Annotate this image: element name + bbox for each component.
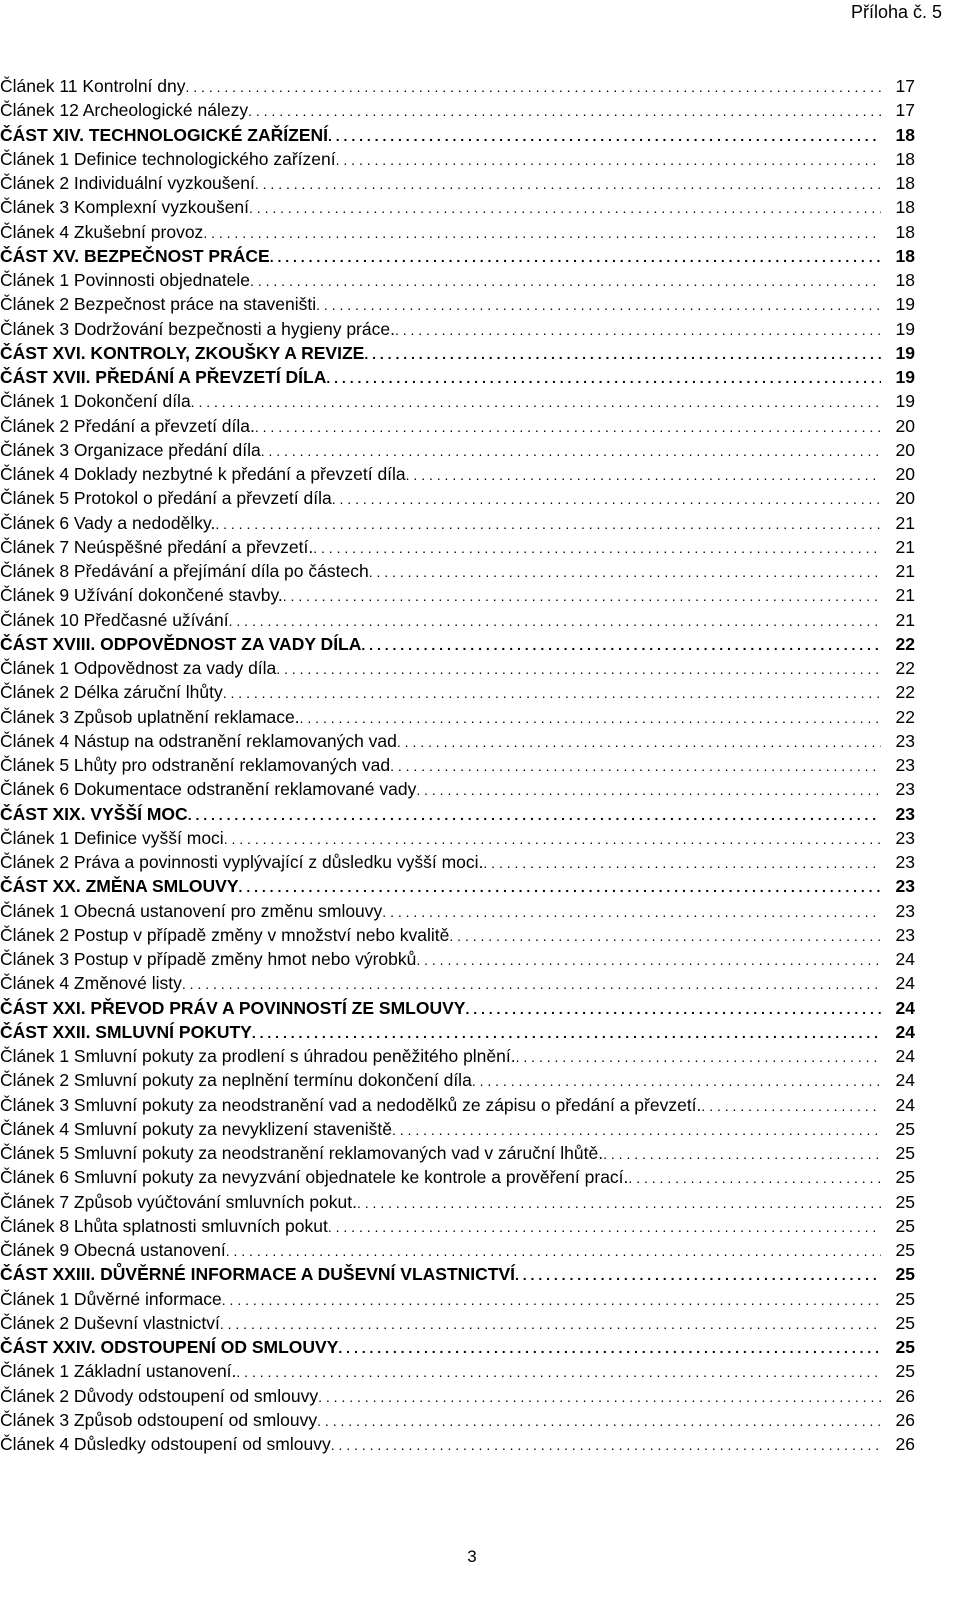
toc-entry-title: Článek 11 Kontrolní dny [0,76,186,96]
toc-dot-leader [701,1094,881,1117]
toc-article-entry[interactable] [0,462,915,486]
toc-part-entry[interactable] [0,244,915,268]
toc-entry-page: 21 [895,561,915,581]
toc-entry-page: 24 [895,1094,915,1115]
toc-article-entry[interactable] [0,486,915,510]
toc-entry-page: 18 [895,270,915,290]
toc-article-entry[interactable] [0,680,915,704]
toc-part-entry[interactable] [0,341,915,365]
toc-dot-leader [472,1069,881,1092]
toc-entry-title: Článek 3 Dodržování bezpečnosti a hygieny práce. [0,318,395,339]
toc-dot-leader [364,342,881,365]
toc-dot-leader [336,148,881,171]
toc-entry-title: Článek 4 Důsledky odstoupení od smlouvy [0,1434,331,1454]
toc-article-entry[interactable] [0,1359,915,1383]
toc-entry-page: 25 [895,1312,915,1333]
toc-entry-page: 18 [895,221,915,242]
toc-entry-page: 25 [895,1167,915,1188]
toc-entry-page: 23 [895,730,915,751]
toc-part-entry[interactable] [0,365,915,389]
toc-entry-title: Článek 7 Způsob vyúčtování smluvních pokut. [0,1191,357,1212]
toc-entry-title: Článek 3 Smluvní pokuty za neodstranění vad a nedodělků ze zápisu o předání a převzetí. [0,1094,702,1115]
toc-entry-page: 26 [895,1409,915,1430]
toc-article-entry[interactable] [0,656,915,680]
toc-entry-page: 24 [895,1021,915,1042]
toc-dot-leader [191,390,881,413]
toc-entry-page: 17 [895,76,915,96]
annex-label: Příloha č. 5 [850,2,942,22]
toc-dot-leader [416,948,881,971]
toc-dot-leader [276,657,881,680]
toc-entry-title: ČÁST XX. ZMĚNA SMLOUVY [0,876,239,897]
toc-entry-title: Článek 12 Archeologické nálezy [0,100,249,121]
toc-article-entry[interactable] [0,98,915,122]
toc-dot-leader [449,924,881,947]
toc-entry-title: Článek 5 Smluvní pokuty za neodstranění reklamovaných vad v záruční lhůtě. [0,1143,604,1163]
toc-entry-page: 20 [895,488,915,509]
toc-article-entry[interactable] [0,1287,915,1311]
toc-dot-leader [203,221,881,244]
toc-entry-page: 21 [895,609,915,630]
toc-article-entry[interactable] [0,705,915,729]
toc-entry-title: Článek 6 Dokumentace odstranění reklamované vady [0,779,417,800]
toc-part-entry[interactable] [0,1020,915,1044]
toc-entry-page: 23 [895,924,915,945]
page-number: 3 [467,1547,477,1566]
toc-entry-page: 25 [895,1143,915,1163]
table-of-contents [0,74,915,1456]
toc-article-entry[interactable] [0,753,915,777]
toc-entry-title: Článek 4 Doklady nezbytné k předání a převzetí díla [0,464,406,484]
toc-entry-page: 22 [895,658,915,678]
toc-dot-leader [236,1360,881,1383]
toc-dot-leader [224,827,881,850]
toc-dot-leader [416,778,881,801]
toc-dot-leader [332,487,881,510]
toc-part-entry[interactable] [0,802,915,826]
toc-article-entry[interactable] [0,1238,915,1262]
toc-entry-page: 19 [895,391,915,412]
toc-dot-leader [239,875,881,898]
toc-entry-page: 26 [895,1385,915,1406]
toc-entry-title: Článek 2 Důvody odstoupení od smlouvy [0,1385,319,1406]
toc-entry-page: 24 [895,1070,915,1091]
toc-entry-page: 25 [895,1264,915,1285]
toc-article-entry[interactable] [0,923,915,947]
toc-dot-leader [316,293,881,316]
toc-entry-page: 26 [895,1434,915,1454]
toc-article-entry[interactable] [0,438,915,462]
toc-dot-leader [226,1239,881,1262]
toc-article-entry[interactable] [0,1068,915,1092]
toc-article-entry[interactable] [0,268,915,292]
toc-dot-leader [397,730,881,753]
toc-entry-page: 23 [895,827,915,848]
toc-entry-title: Článek 3 Postup v případě změny hmot nebo výrobků [0,949,417,969]
toc-entry-page: 24 [895,973,915,994]
toc-entry-title: Článek 4 Smluvní pokuty za nevyklizení staveniště [0,1118,392,1139]
toc-entry-page: 17 [895,100,915,121]
toc-part-entry[interactable] [0,996,915,1020]
toc-entry-page: 18 [895,197,915,218]
toc-entry-page: 19 [895,294,915,315]
toc-entry-title: Článek 2 Duševní vlastnictví [0,1312,220,1333]
toc-dot-leader [516,1045,881,1068]
toc-entry-title: Článek 1 Základní ustanovení. [0,1361,237,1382]
toc-entry-page: 21 [895,585,915,606]
toc-entry-title: Článek 6 Smluvní pokuty za nevyzvání objednatele ke kontrole a prověření prací. [0,1167,629,1188]
toc-entry-page: 20 [895,415,915,436]
toc-article-entry[interactable] [0,171,915,195]
toc-article-entry[interactable] [0,608,915,632]
toc-entry-title: ČÁST XXI. PŘEVOD PRÁV A POVINNOSTÍ ZE SMLOUVY [0,997,466,1018]
toc-dot-leader [369,560,881,583]
toc-entry-title: Článek 9 Užívání dokončené stavby. [0,585,283,606]
toc-dot-leader [338,1336,881,1359]
toc-entry-page: 19 [895,367,915,387]
toc-dot-leader [252,1021,881,1044]
toc-dot-leader [270,245,881,268]
toc-entry-title: Článek 1 Dokončení díla [0,391,191,412]
toc-article-entry[interactable] [0,1311,915,1335]
toc-article-entry[interactable] [0,292,915,316]
toc-entry-title: ČÁST XVII. PŘEDÁNÍ A PŘEVZETÍ DÍLA [0,367,327,387]
toc-article-entry[interactable] [0,947,915,971]
toc-entry-page: 19 [895,342,915,363]
toc-entry-title: Článek 1 Definice vyšší moci [0,827,224,848]
toc-entry-title: ČÁST XXII. SMLUVNÍ POKUTY [0,1021,252,1042]
toc-part-entry[interactable] [0,632,915,656]
toc-entry-title: Článek 1 Odpovědnost za vady díla [0,658,277,678]
toc-dot-leader [222,1288,881,1311]
toc-article-entry[interactable] [0,826,915,850]
toc-entry-title: Článek 4 Změnové listy [0,973,182,994]
toc-entry-title: Článek 4 Zkušební provoz [0,221,204,242]
toc-article-entry[interactable] [0,729,915,753]
toc-article-entry[interactable] [0,1141,915,1165]
toc-dot-leader [317,1409,881,1432]
toc-dot-leader [186,75,882,98]
toc-entry-title: Článek 1 Obecná ustanovení pro změnu smlouvy [0,900,383,921]
toc-entry-title: Článek 10 Předčasné užívání [0,609,229,630]
toc-entry-page: 23 [895,852,915,872]
toc-entry-page: 23 [895,803,915,824]
toc-entry-title: Článek 1 Povinnosti objednatele [0,270,251,290]
toc-entry-page: 21 [895,536,915,557]
toc-entry-title: ČÁST XVIII. ODPOVĚDNOST ZA VADY DÍLA [0,633,362,654]
toc-dot-leader [229,609,881,632]
toc-entry-page: 25 [895,1288,915,1309]
toc-dot-leader [406,463,881,486]
toc-dot-leader [283,584,881,607]
toc-article-entry[interactable] [0,1117,915,1141]
toc-dot-leader [220,1312,881,1335]
toc-dot-leader [395,318,881,341]
toc-entry-title: Článek 3 Způsob uplatnění reklamace. [0,706,300,727]
toc-dot-leader [628,1166,881,1189]
toc-entry-title: Článek 2 Postup v případě změny v množství nebo kvalitě [0,924,450,945]
toc-article-entry[interactable] [0,511,915,535]
toc-article-entry[interactable] [0,971,915,995]
toc-dot-leader [382,900,881,923]
toc-dot-leader [182,972,881,995]
toc-entry-title: Článek 2 Bezpečnost práce na staveništi [0,294,317,315]
toc-article-entry[interactable] [0,899,915,923]
toc-entry-title: ČÁST XIX. VYŠŠÍ MOC [0,803,188,824]
toc-entry-page: 23 [895,755,915,775]
toc-entry-title: Článek 5 Protokol o předání a převzetí díla [0,488,332,509]
toc-entry-title: ČÁST XXIV. ODSTOUPENÍ OD SMLOUVY [0,1337,339,1357]
toc-article-entry[interactable] [0,777,915,801]
toc-article-entry[interactable] [0,147,915,171]
toc-dot-leader [483,851,881,874]
toc-entry-title: Článek 5 Lhůty pro odstranění reklamovaných vad [0,755,391,775]
toc-entry-title: ČÁST XVI. KONTROLY, ZKOUŠKY A REVIZE [0,342,365,363]
toc-entry-title: Článek 2 Smluvní pokuty za neplnění termínu dokončení díla [0,1070,472,1091]
toc-entry-page: 22 [895,682,915,703]
toc-dot-leader [215,512,881,535]
toc-article-entry[interactable] [0,535,915,559]
toc-entry-title: Článek 1 Smluvní pokuty za prodlení s úhradou peněžitého plnění. [0,1046,516,1066]
toc-article-entry[interactable] [0,1214,915,1238]
toc-dot-leader [357,1191,881,1214]
toc-article-entry[interactable] [0,1408,915,1432]
toc-dot-leader [328,124,881,147]
toc-article-entry[interactable] [0,1093,915,1117]
toc-entry-page: 24 [895,949,915,969]
toc-entry-title: Článek 1 Důvěrné informace [0,1288,222,1309]
toc-dot-leader [392,1118,881,1141]
toc-entry-title: ČÁST XIV. TECHNOLOGICKÉ ZAŘÍZENÍ [0,124,328,145]
toc-entry-title: Článek 1 Definice technologického zařízení [0,148,336,169]
toc-entry-page: 25 [895,1191,915,1212]
toc-entry-page: 20 [895,439,915,460]
toc-entry-title: ČÁST XV. BEZPEČNOST PRÁCE [0,245,270,266]
toc-dot-leader [318,1385,881,1408]
toc-entry-page: 25 [895,1240,915,1260]
toc-dot-leader [223,681,881,704]
toc-entry-page: 24 [895,997,915,1018]
toc-part-entry[interactable] [0,1335,915,1359]
toc-entry-page: 25 [895,1215,915,1236]
toc-article-entry[interactable] [0,74,915,98]
toc-dot-leader [313,536,881,559]
toc-entry-page: 25 [895,1361,915,1382]
toc-entry-title: Článek 3 Způsob odstoupení od smlouvy [0,1409,318,1430]
toc-entry-title: Článek 2 Délka záruční lhůty [0,682,223,703]
toc-dot-leader [261,439,881,462]
toc-entry-title: Článek 6 Vady a nedodělky. [0,512,216,533]
toc-entry-title: Článek 4 Nástup na odstranění reklamovaných vad [0,730,397,751]
toc-dot-leader [465,997,881,1020]
toc-entry-title: ČÁST XXIII. DŮVĚRNÉ INFORMACE A DUŠEVNÍ VLASTNICTVÍ [0,1264,515,1285]
toc-dot-leader [326,366,881,389]
toc-entry-page: 21 [895,512,915,533]
toc-article-entry[interactable] [0,220,915,244]
toc-entry-title: Článek 7 Neúspěšné předání a převzetí. [0,536,314,557]
toc-article-entry[interactable] [0,559,915,583]
toc-entry-page: 23 [895,779,915,800]
toc-article-entry[interactable] [0,414,915,438]
toc-dot-leader [250,269,881,292]
toc-entry-title: Článek 2 Předání a převzetí díla. [0,415,255,436]
toc-entry-title: Článek 3 Komplexní vyzkoušení [0,197,250,218]
toc-article-entry[interactable] [0,1165,915,1189]
toc-entry-title: Článek 8 Lhůta splatnosti smluvních pokut [0,1215,328,1236]
toc-dot-leader [390,754,881,777]
toc-dot-leader [300,706,881,729]
toc-part-entry[interactable] [0,123,915,147]
toc-entry-page: 18 [895,173,915,193]
toc-entry-page: 25 [895,1337,915,1357]
toc-article-entry[interactable] [0,583,915,607]
toc-entry-page: 23 [895,900,915,921]
toc-entry-page: 18 [895,124,915,145]
toc-entry-title: Článek 3 Organizace předání díla [0,439,261,460]
toc-dot-leader [603,1142,881,1165]
toc-part-entry[interactable] [0,1262,915,1286]
toc-entry-page: 18 [895,245,915,266]
toc-entry-title: Článek 2 Individuální vyzkoušení [0,173,255,193]
toc-dot-leader [515,1263,881,1286]
toc-dot-leader [255,415,881,438]
toc-entry-page: 23 [895,876,915,897]
toc-dot-leader [331,1433,881,1456]
toc-dot-leader [249,196,881,219]
toc-article-entry[interactable] [0,195,915,219]
toc-dot-leader [328,1215,881,1238]
toc-entry-title: Článek 2 Práva a povinnosti vyplývající z důsledku vyšší moci. [0,852,484,872]
toc-article-entry[interactable] [0,317,915,341]
toc-article-entry[interactable] [0,1384,915,1408]
toc-entry-page: 20 [895,464,915,484]
toc-part-entry[interactable] [0,874,915,898]
toc-entry-page: 19 [895,318,915,339]
toc-dot-leader [248,99,881,122]
toc-entry-page: 18 [895,148,915,169]
toc-entry-page: 24 [895,1046,915,1066]
toc-dot-leader [361,633,881,656]
toc-entry-page: 22 [895,633,915,654]
toc-entry-title: Článek 8 Předávání a přejímání díla po částech [0,561,369,581]
toc-entry-page: 25 [895,1118,915,1139]
toc-article-entry[interactable] [0,1432,915,1456]
toc-article-entry[interactable] [0,1044,915,1068]
toc-article-entry[interactable] [0,389,915,413]
toc-dot-leader [188,803,881,826]
toc-entry-page: 22 [895,706,915,727]
toc-article-entry[interactable] [0,850,915,874]
toc-dot-leader [255,172,881,195]
toc-entry-title: Článek 9 Obecná ustanovení [0,1240,226,1260]
toc-article-entry[interactable] [0,1190,915,1214]
